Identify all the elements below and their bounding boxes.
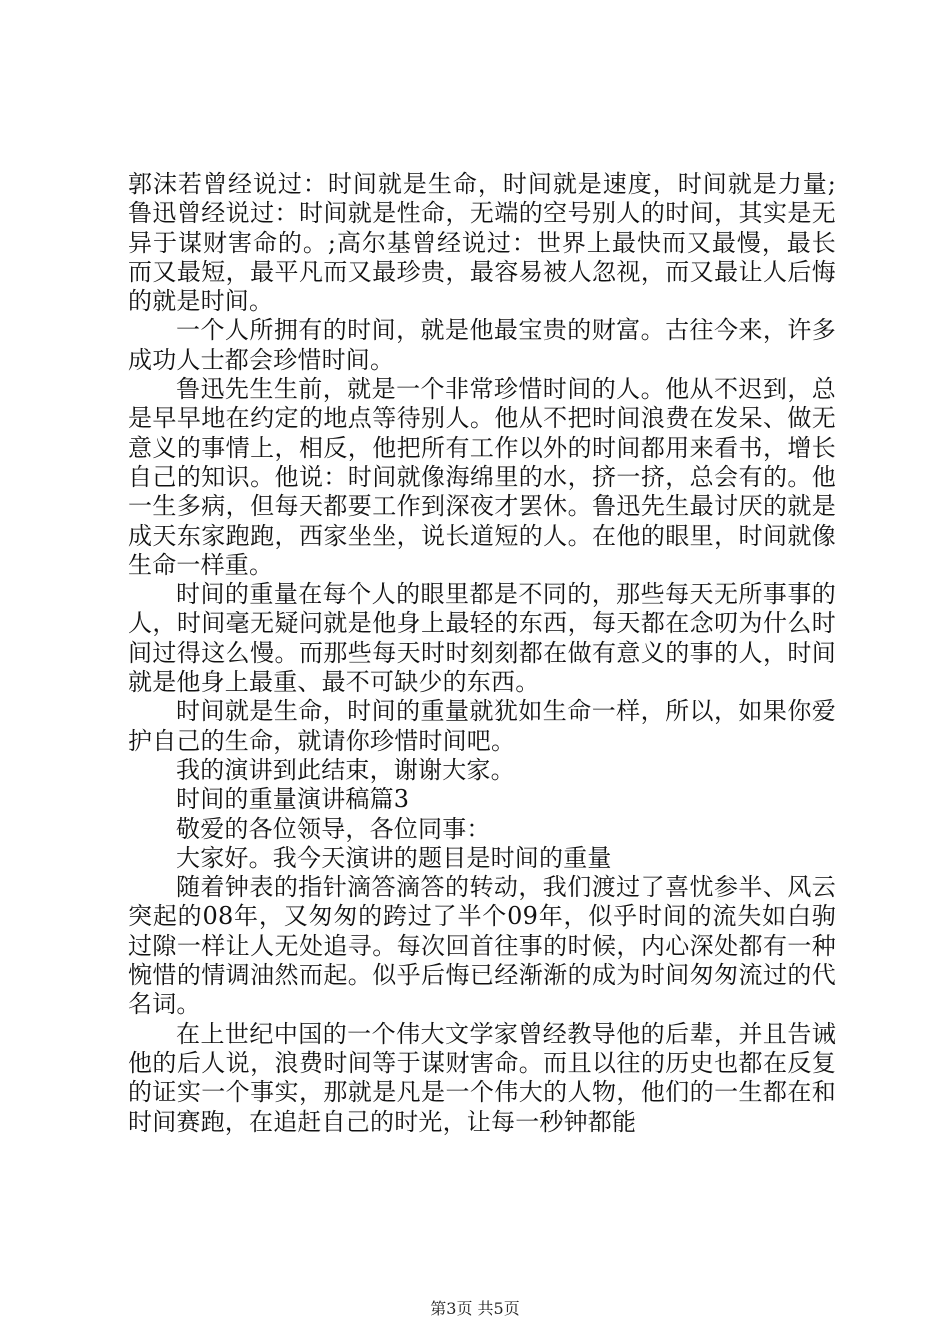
paragraph: 郭沫若曾经说过：时间就是生命，时间就是速度，时间就是力量;鲁迅曾经说过：时间就是性命，无端的空号别人的时间，其实是无异于谋财害命的。;高尔基曾经说过：世界上最快而又最慢，最长而又最短，最平凡而又最珍贵，最容易被人忽视，而又最让人后悔的就是时间。: [128, 170, 836, 316]
paragraph: 时间的重量在每个人的眼里都是不同的，那些每天无所事事的人，时间毫无疑问就是他身上最轻的东西，每天都在念叨为什么时间过得这么慢。而那些每天时时刻刻都在做有意义的事的人，时间就是他身上最重、最不可缺少的东西。: [128, 580, 836, 697]
paragraph: 我的演讲到此结束，谢谢大家。: [176, 755, 515, 784]
paragraph: 大家好。我今天演讲的题目是时间的重量: [176, 843, 612, 872]
paragraph: 时间就是生命，时间的重量就犹如生命一样，所以，如果你爱护自己的生命，就请你珍惜时间吧。: [128, 697, 836, 755]
paragraph: 随着钟表的指针滴答滴答的转动，我们渡过了喜忧参半、风云突起的08年，又匆匆的跨过了半个09年，似乎时间的流失如白驹过隙一样让人无处追寻。每次回首往事的时候，内心深处都有一种惋惜的情调油然而起。似乎后悔已经渐渐的成为时间匆匆流过的代名词。: [128, 873, 836, 1019]
page-number-footer: 第3页 共5页: [430, 1299, 520, 1318]
paragraph: 在上世纪中国的一个伟大文学家曾经教导他的后辈，并且告诫他的后人说，浪费时间等于谋财害命。而且以往的历史也都在反复的证实一个事实，那就是凡是一个伟大的人物，他们的一生都在和时间赛跑，在追赶自己的时光，让每一秒钟都能: [128, 1019, 836, 1136]
section-title: 时间的重量演讲稿篇3: [176, 785, 410, 814]
paragraph: 鲁迅先生生前，就是一个非常珍惜时间的人。他从不迟到，总是早早地在约定的地点等待别人。他从不把时间浪费在发呆、做无意义的事情上，相反，他把所有工作以外的时间都用来看书，增长自己的知识。他说：时间就像海绵里的水，挤一挤，总会有的。他一生多病，但每天都要工作到深夜才罢休。鲁迅先生最讨厌的就是成天东家跑跑，西家坐坐，说长道短的人。在他的眼里，时间就像生命一样重。: [128, 375, 836, 579]
document-body: [128, 170, 836, 1137]
salutation: 敬爱的各位领导，各位同事：: [176, 814, 491, 843]
paragraph: 一个人所拥有的时间，就是他最宝贵的财富。古往今来，许多成功人士都会珍惜时间。: [128, 316, 836, 374]
